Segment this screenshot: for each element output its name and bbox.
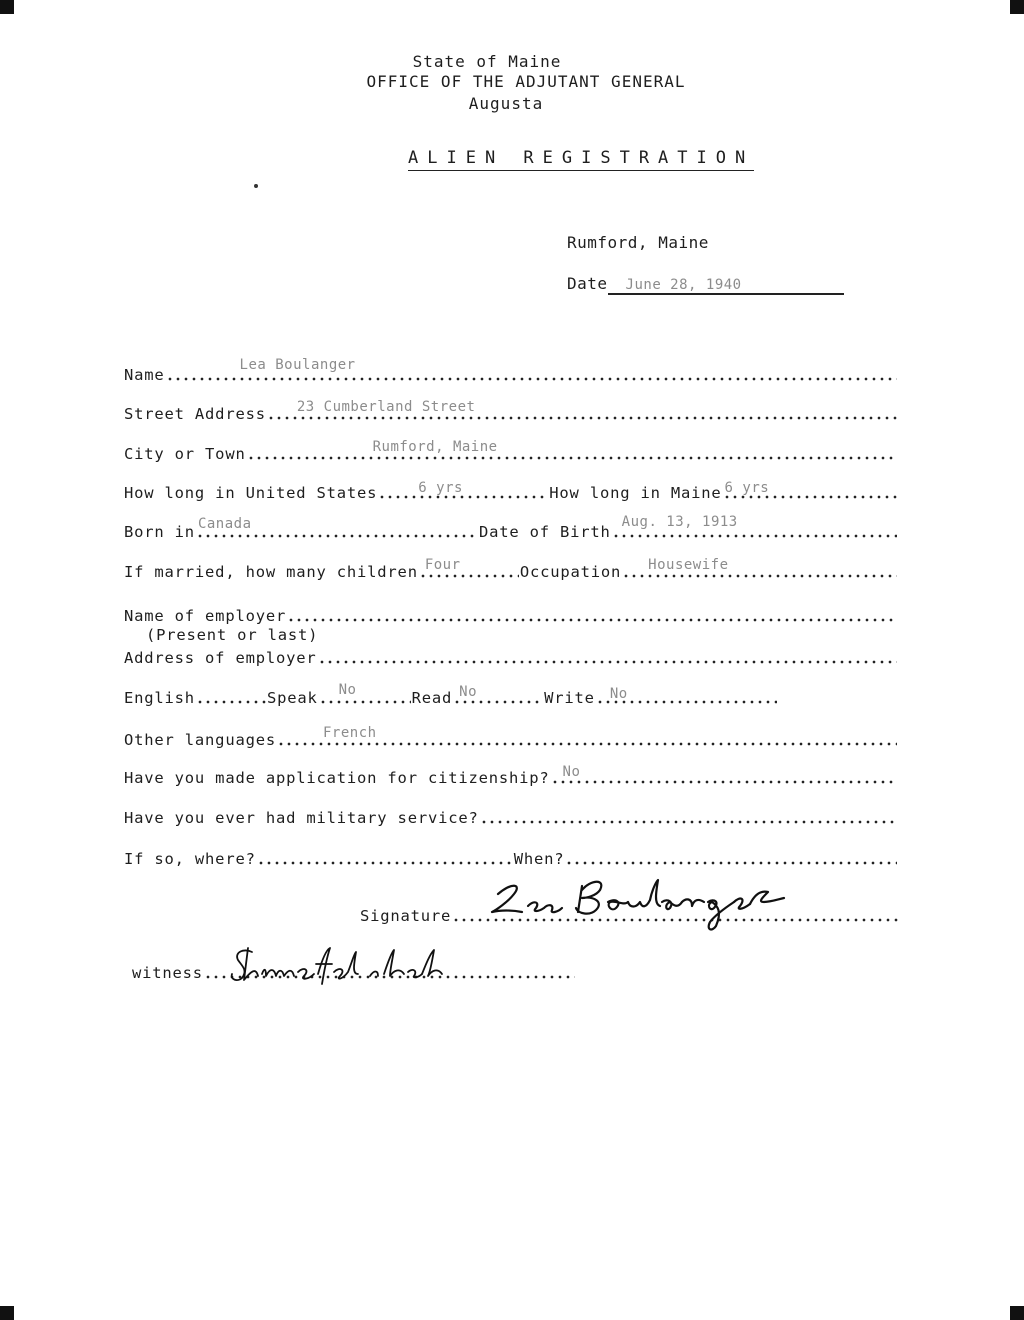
occupation-label: Occupation [519, 563, 622, 581]
signature-label: Signature [360, 907, 452, 925]
speak-value: No [338, 682, 357, 698]
born-in-value: Canada [197, 516, 252, 532]
dob-value: Aug. 13, 1913 [621, 514, 738, 530]
children-value: Four [424, 557, 461, 573]
employer-address-field[interactable] [318, 648, 897, 664]
city-label: City or Town [124, 445, 246, 463]
speak-field[interactable] [319, 682, 411, 704]
corner-mark-bottom-right [1010, 1306, 1024, 1320]
maine-years-label: How long in Maine [549, 484, 722, 502]
born-in-label: Born in [124, 523, 195, 541]
where-field[interactable] [257, 849, 513, 865]
city-value: Rumford, Maine [372, 439, 498, 455]
children-field[interactable] [419, 557, 519, 578]
city-row [124, 441, 898, 463]
name-value: Lea Boulanger [239, 357, 356, 373]
employer-name-sublabel: (Present or last) [146, 626, 319, 644]
us-years-label: How long in United States [124, 484, 378, 502]
date-label: Date [567, 274, 608, 293]
employer-address-label: Address of employer [124, 649, 317, 667]
witness-row [132, 948, 576, 982]
birth-row [124, 514, 898, 541]
read-value: No [459, 684, 477, 700]
born-in-field[interactable] [196, 516, 478, 538]
signature-row [360, 895, 900, 925]
write-label: Write [544, 689, 595, 707]
corner-mark-bottom-left [0, 1306, 14, 1320]
citizenship-value: No [562, 764, 581, 780]
other-languages-label: Other languages [124, 731, 276, 749]
occupation-value: Housewife [648, 557, 729, 573]
english-leader-dots [196, 688, 266, 704]
military-label: Have you ever had military service? [124, 809, 479, 827]
street-label: Street Address [124, 405, 266, 423]
read-label: Read [411, 689, 453, 707]
citizenship-label: Have you made application for citizenship? [124, 769, 550, 787]
employer-name-label: Name of employer [124, 607, 287, 625]
employer-name-row [124, 603, 898, 625]
english-label: English [124, 689, 195, 707]
military-field[interactable] [480, 808, 897, 824]
children-label: If married, how many children [124, 563, 418, 581]
service-row [124, 846, 898, 868]
street-value: 23 Cumberland Street [296, 399, 476, 415]
witness-field[interactable] [204, 963, 575, 979]
corner-mark-top-right [1010, 0, 1024, 14]
english-row [124, 682, 778, 707]
when-field[interactable] [565, 849, 897, 865]
citizenship-field[interactable] [551, 764, 897, 784]
write-value: No [609, 686, 628, 702]
witness-label: witness [132, 964, 203, 982]
corner-mark-top-left [0, 0, 14, 14]
signature-field[interactable] [452, 906, 899, 922]
write-field[interactable] [596, 688, 777, 704]
read-field[interactable] [453, 684, 543, 704]
where-label: If so, where? [124, 850, 256, 868]
occupation-field[interactable] [622, 557, 897, 578]
family-row [124, 559, 898, 581]
maine-years-field[interactable] [723, 480, 897, 499]
date-value: June 28, 1940 [625, 277, 742, 293]
place-line: Rumford, Maine [567, 233, 709, 252]
citizenship-row [124, 765, 898, 787]
other-languages-value: French [322, 725, 377, 741]
name-field[interactable] [166, 357, 897, 381]
form-title: ALIEN REGISTRATION [408, 148, 754, 171]
other-languages-field[interactable] [277, 725, 897, 746]
name-label: Name [124, 366, 165, 384]
military-row [124, 805, 898, 827]
residence-row [124, 480, 898, 502]
date-row [567, 274, 844, 295]
stray-ink-dot [254, 184, 258, 188]
when-label: When? [513, 850, 565, 868]
name-row [124, 357, 898, 384]
header-office: OFFICE OF THE ADJUTANT GENERAL [366, 72, 686, 91]
dob-label: Date of Birth [478, 523, 611, 541]
us-years-value: 6 yrs [418, 480, 463, 496]
employer-name-field[interactable] [287, 606, 897, 622]
speak-label: Speak [266, 689, 318, 707]
dob-field[interactable] [612, 514, 897, 538]
street-field[interactable] [267, 399, 897, 420]
date-field[interactable] [608, 274, 844, 295]
header-city: Augusta [468, 94, 544, 113]
street-row [124, 401, 898, 423]
us-years-field[interactable] [378, 480, 548, 499]
maine-years-value: 6 yrs [724, 480, 770, 496]
header-state: State of Maine [412, 52, 562, 71]
employer-address-row [124, 645, 898, 667]
languages-row [124, 727, 898, 749]
city-field[interactable] [247, 439, 897, 460]
